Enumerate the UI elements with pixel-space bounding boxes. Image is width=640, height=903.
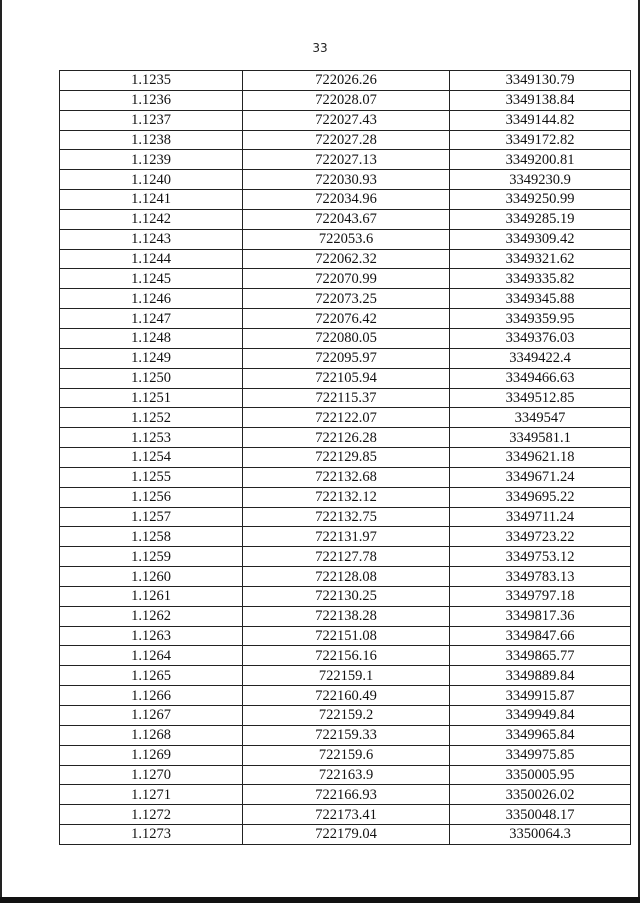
- y-coordinate-cell: 3349359.95: [450, 309, 631, 329]
- point-id-cell: 1.1245: [60, 269, 243, 289]
- table-row: [60, 328, 631, 348]
- coordinates-table: [59, 70, 631, 845]
- x-coordinate-cell: 722131.97: [243, 527, 450, 547]
- x-coordinate-cell: 722159.2: [243, 706, 450, 726]
- x-coordinate-cell: 722179.04: [243, 825, 450, 845]
- x-coordinate-cell: 722043.67: [243, 209, 450, 229]
- table-row: [60, 289, 631, 309]
- x-coordinate-cell: 722159.6: [243, 745, 450, 765]
- point-id-cell: 1.1273: [60, 825, 243, 845]
- point-id-cell: 1.1271: [60, 785, 243, 805]
- y-coordinate-cell: 3349753.12: [450, 547, 631, 567]
- y-coordinate-cell: 3349797.18: [450, 586, 631, 606]
- y-coordinate-cell: 3349512.85: [450, 388, 631, 408]
- page-number: 33: [312, 41, 328, 55]
- y-coordinate-cell: 3349422.4: [450, 348, 631, 368]
- x-coordinate-cell: 722160.49: [243, 686, 450, 706]
- point-id-cell: 1.1260: [60, 567, 243, 587]
- y-coordinate-cell: 3349250.99: [450, 190, 631, 210]
- table-row: [60, 368, 631, 388]
- table-row: [60, 586, 631, 606]
- y-coordinate-cell: 3349965.84: [450, 725, 631, 745]
- point-id-cell: 1.1246: [60, 289, 243, 309]
- x-coordinate-cell: 722127.78: [243, 547, 450, 567]
- y-coordinate-cell: 3349695.22: [450, 487, 631, 507]
- x-coordinate-cell: 722095.97: [243, 348, 450, 368]
- x-coordinate-cell: 722026.26: [243, 71, 450, 91]
- point-id-cell: 1.1253: [60, 428, 243, 448]
- x-coordinate-cell: 722128.08: [243, 567, 450, 587]
- point-id-cell: 1.1255: [60, 467, 243, 487]
- x-coordinate-cell: 722166.93: [243, 785, 450, 805]
- table-row: [60, 209, 631, 229]
- table-row: [60, 229, 631, 249]
- table-row: [60, 646, 631, 666]
- table-row: [60, 448, 631, 468]
- y-coordinate-cell: 3349783.13: [450, 567, 631, 587]
- y-coordinate-cell: 3349889.84: [450, 666, 631, 686]
- table-row: [60, 130, 631, 150]
- x-coordinate-cell: 722122.07: [243, 408, 450, 428]
- x-coordinate-cell: 722027.13: [243, 150, 450, 170]
- x-coordinate-cell: 722126.28: [243, 428, 450, 448]
- y-coordinate-cell: 3349144.82: [450, 110, 631, 130]
- y-coordinate-cell: 3349138.84: [450, 90, 631, 110]
- y-coordinate-cell: 3349309.42: [450, 229, 631, 249]
- x-coordinate-cell: 722159.1: [243, 666, 450, 686]
- table-row: [60, 487, 631, 507]
- table-row: [60, 467, 631, 487]
- point-id-cell: 1.1236: [60, 90, 243, 110]
- x-coordinate-cell: 722115.37: [243, 388, 450, 408]
- point-id-cell: 1.1261: [60, 586, 243, 606]
- point-id-cell: 1.1257: [60, 507, 243, 527]
- point-id-cell: 1.1265: [60, 666, 243, 686]
- x-coordinate-cell: 722163.9: [243, 765, 450, 785]
- y-coordinate-cell: 3350048.17: [450, 805, 631, 825]
- y-coordinate-cell: 3349915.87: [450, 686, 631, 706]
- point-id-cell: 1.1272: [60, 805, 243, 825]
- table-row: [60, 71, 631, 91]
- point-id-cell: 1.1252: [60, 408, 243, 428]
- table-row: [60, 388, 631, 408]
- point-id-cell: 1.1238: [60, 130, 243, 150]
- point-id-cell: 1.1270: [60, 765, 243, 785]
- point-id-cell: 1.1247: [60, 309, 243, 329]
- table-row: [60, 110, 631, 130]
- table-row: [60, 309, 631, 329]
- point-id-cell: 1.1267: [60, 706, 243, 726]
- x-coordinate-cell: 722076.42: [243, 309, 450, 329]
- table-row: [60, 170, 631, 190]
- point-id-cell: 1.1254: [60, 448, 243, 468]
- table-row: [60, 666, 631, 686]
- y-coordinate-cell: 3349230.9: [450, 170, 631, 190]
- y-coordinate-cell: 3349321.62: [450, 249, 631, 269]
- x-coordinate-cell: 722034.96: [243, 190, 450, 210]
- table-row: [60, 90, 631, 110]
- x-coordinate-cell: 722027.43: [243, 110, 450, 130]
- point-id-cell: 1.1239: [60, 150, 243, 170]
- x-coordinate-cell: 722132.12: [243, 487, 450, 507]
- y-coordinate-cell: 3349975.85: [450, 745, 631, 765]
- y-coordinate-cell: 3349547: [450, 408, 631, 428]
- x-coordinate-cell: 722159.33: [243, 725, 450, 745]
- x-coordinate-cell: 722030.93: [243, 170, 450, 190]
- y-coordinate-cell: 3349817.36: [450, 606, 631, 626]
- table-row: [60, 190, 631, 210]
- point-id-cell: 1.1248: [60, 328, 243, 348]
- table-row: [60, 507, 631, 527]
- point-id-cell: 1.1262: [60, 606, 243, 626]
- x-coordinate-cell: 722132.68: [243, 467, 450, 487]
- table-row: [60, 626, 631, 646]
- x-coordinate-cell: 722138.28: [243, 606, 450, 626]
- point-id-cell: 1.1264: [60, 646, 243, 666]
- table-row: [60, 527, 631, 547]
- point-id-cell: 1.1259: [60, 547, 243, 567]
- x-coordinate-cell: 722151.08: [243, 626, 450, 646]
- point-id-cell: 1.1242: [60, 209, 243, 229]
- x-coordinate-cell: 722073.25: [243, 289, 450, 309]
- table-row: [60, 706, 631, 726]
- y-coordinate-cell: 3349130.79: [450, 71, 631, 91]
- table-row: [60, 408, 631, 428]
- y-coordinate-cell: 3349711.24: [450, 507, 631, 527]
- y-coordinate-cell: 3349847.66: [450, 626, 631, 646]
- table-row: [60, 269, 631, 289]
- point-id-cell: 1.1235: [60, 71, 243, 91]
- table-row: [60, 725, 631, 745]
- y-coordinate-cell: 3349335.82: [450, 269, 631, 289]
- point-id-cell: 1.1269: [60, 745, 243, 765]
- point-id-cell: 1.1250: [60, 368, 243, 388]
- table-row: [60, 547, 631, 567]
- point-id-cell: 1.1249: [60, 348, 243, 368]
- y-coordinate-cell: 3349285.19: [450, 209, 631, 229]
- y-coordinate-cell: 3349345.88: [450, 289, 631, 309]
- x-coordinate-cell: 722156.16: [243, 646, 450, 666]
- coordinates-table-body: [60, 71, 631, 845]
- y-coordinate-cell: 3349949.84: [450, 706, 631, 726]
- y-coordinate-cell: 3349466.63: [450, 368, 631, 388]
- y-coordinate-cell: 3350064.3: [450, 825, 631, 845]
- table-row: [60, 249, 631, 269]
- table-row: [60, 686, 631, 706]
- table-row: [60, 745, 631, 765]
- y-coordinate-cell: 3349723.22: [450, 527, 631, 547]
- table-row: [60, 567, 631, 587]
- x-coordinate-cell: 722105.94: [243, 368, 450, 388]
- table-row: [60, 348, 631, 368]
- x-coordinate-cell: 722130.25: [243, 586, 450, 606]
- scan-edge-left: [0, 0, 2, 903]
- point-id-cell: 1.1263: [60, 626, 243, 646]
- x-coordinate-cell: 722080.05: [243, 328, 450, 348]
- table-row: [60, 428, 631, 448]
- y-coordinate-cell: 3350026.02: [450, 785, 631, 805]
- point-id-cell: 1.1251: [60, 388, 243, 408]
- y-coordinate-cell: 3349581.1: [450, 428, 631, 448]
- table-row: [60, 150, 631, 170]
- x-coordinate-cell: 722062.32: [243, 249, 450, 269]
- table-row: [60, 825, 631, 845]
- y-coordinate-cell: 3349376.03: [450, 328, 631, 348]
- point-id-cell: 1.1256: [60, 487, 243, 507]
- x-coordinate-cell: 722053.6: [243, 229, 450, 249]
- point-id-cell: 1.1241: [60, 190, 243, 210]
- x-coordinate-cell: 722173.41: [243, 805, 450, 825]
- y-coordinate-cell: 3349200.81: [450, 150, 631, 170]
- y-coordinate-cell: 3349865.77: [450, 646, 631, 666]
- point-id-cell: 1.1240: [60, 170, 243, 190]
- point-id-cell: 1.1266: [60, 686, 243, 706]
- table-row: [60, 606, 631, 626]
- scan-edge-bottom: [0, 897, 640, 903]
- point-id-cell: 1.1258: [60, 527, 243, 547]
- y-coordinate-cell: 3349621.18: [450, 448, 631, 468]
- table-row: [60, 765, 631, 785]
- point-id-cell: 1.1268: [60, 725, 243, 745]
- y-coordinate-cell: 3349172.82: [450, 130, 631, 150]
- table-row: [60, 785, 631, 805]
- point-id-cell: 1.1243: [60, 229, 243, 249]
- y-coordinate-cell: 3349671.24: [450, 467, 631, 487]
- point-id-cell: 1.1237: [60, 110, 243, 130]
- y-coordinate-cell: 3350005.95: [450, 765, 631, 785]
- x-coordinate-cell: 722132.75: [243, 507, 450, 527]
- x-coordinate-cell: 722028.07: [243, 90, 450, 110]
- table-row: [60, 805, 631, 825]
- x-coordinate-cell: 722027.28: [243, 130, 450, 150]
- x-coordinate-cell: 722129.85: [243, 448, 450, 468]
- point-id-cell: 1.1244: [60, 249, 243, 269]
- x-coordinate-cell: 722070.99: [243, 269, 450, 289]
